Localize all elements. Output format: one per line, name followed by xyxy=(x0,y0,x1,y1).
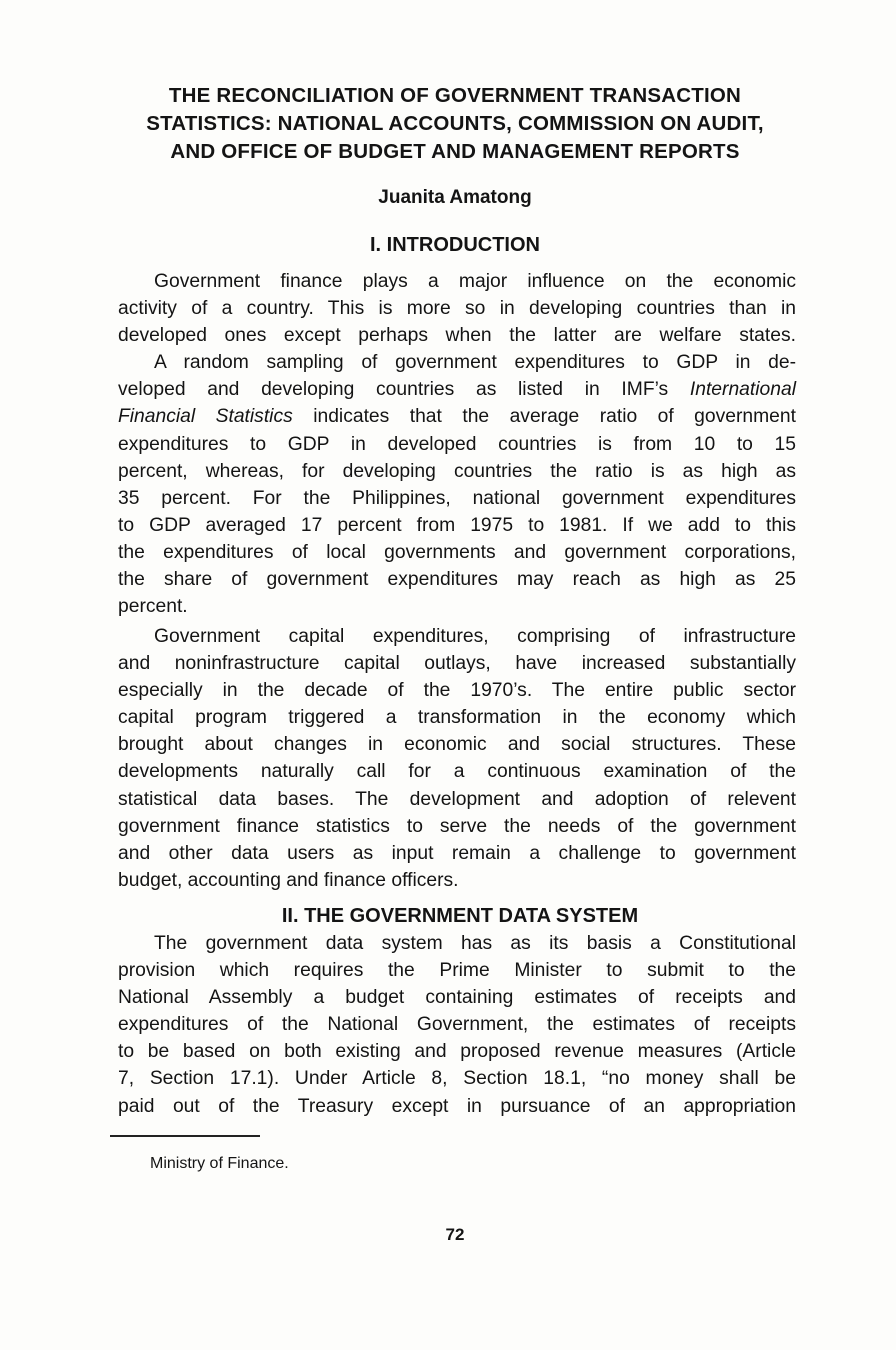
text-line: government finance statistics to serve the needs of the government xyxy=(118,815,796,837)
text-line xyxy=(118,376,796,403)
text-line: capital program triggered a transformation in the economy which xyxy=(118,707,796,729)
text-line: the expenditures of local governments and government corporations, xyxy=(118,541,796,563)
text-line xyxy=(118,403,796,430)
text-line: and other data users as input remain a challenge to government xyxy=(118,842,796,864)
text-line: Government capital expenditures, comprising of infrastructure xyxy=(154,626,796,647)
text-line: expenditures of the National Government, the estimates of receipts xyxy=(118,1014,796,1036)
text-line: brought about changes in economic and social structures. These xyxy=(118,734,796,756)
text-line: percent, whereas, for developing countries the ratio is as high as xyxy=(118,460,796,482)
text-span: veloped and developing countries as listed in IMF’s xyxy=(118,379,690,401)
data-system-paragraph xyxy=(118,930,796,1120)
text-line: percent. xyxy=(118,596,188,618)
section-heading-introduction: I. INTRODUCTION xyxy=(370,234,540,256)
italic-title: International xyxy=(689,379,796,401)
text-line: provision which requires the Prime Minister to submit to the xyxy=(118,960,796,982)
introduction-paragraph-1 xyxy=(118,268,796,620)
paper-title xyxy=(100,82,810,166)
text-line: 35 percent. For the Philippines, national government expenditures xyxy=(118,487,796,509)
text-line: Government finance plays a major influence on the economic xyxy=(154,271,796,292)
italic-title: Financial Statistics xyxy=(118,406,293,428)
text-line: paid out of the Treasury except in pursuance of an appropriation xyxy=(118,1095,796,1117)
text-line: National Assembly a budget containing estimates of receipts and xyxy=(118,987,796,1009)
text-line: to GDP averaged 17 percent from 1975 to 1981. If we add to this xyxy=(118,514,796,536)
page-number: 72 xyxy=(445,1225,465,1244)
text-line: statistical data bases. The development and adoption of relevent xyxy=(118,788,796,810)
author-name: Juanita Amatong xyxy=(378,187,532,208)
text-line: budget, accounting and finance officers. xyxy=(118,869,459,891)
text-span: indicates that the average ratio of government xyxy=(292,406,796,428)
text-line: expenditures to GDP in developed countries is from 10 to 15 xyxy=(118,433,796,455)
title-line: THE RECONCILIATION OF GOVERNMENT TRANSACTION xyxy=(168,84,742,107)
section-heading-government-data-system: II. THE GOVERNMENT DATA SYSTEM xyxy=(281,905,639,927)
title-line: STATISTICS: NATIONAL ACCOUNTS, COMMISSION ON AUDIT, xyxy=(146,112,764,135)
text-line: A random sampling of government expenditures to GDP in de- xyxy=(154,352,796,374)
text-line: The government data system has as its basis a Constitutional xyxy=(154,933,796,954)
title-line: AND OFFICE OF BUDGET AND MANAGEMENT REPORTS xyxy=(170,140,740,163)
text-line: activity of a country. This is more so in developing countries than in xyxy=(118,298,796,320)
text-line: developed ones except perhaps when the latter are welfare states. xyxy=(118,325,796,347)
text-line: to be based on both existing and proposed revenue measures (Article xyxy=(118,1041,796,1063)
text-line: developments naturally call for a continuous examination of the xyxy=(118,761,796,783)
text-line: especially in the decade of the 1970’s. The entire public sector xyxy=(118,680,796,702)
text-line: and noninfrastructure capital outlays, have increased substantially xyxy=(118,653,796,675)
footnote-divider xyxy=(110,1135,260,1137)
text-line: the share of government expenditures may reach as high as 25 xyxy=(118,569,796,591)
footnote-affiliation: Ministry of Finance. xyxy=(150,1155,289,1172)
text-line: 7, Section 17.1). Under Article 8, Section 18.1, “no money shall be xyxy=(118,1068,796,1090)
introduction-paragraph-2 xyxy=(118,623,796,894)
